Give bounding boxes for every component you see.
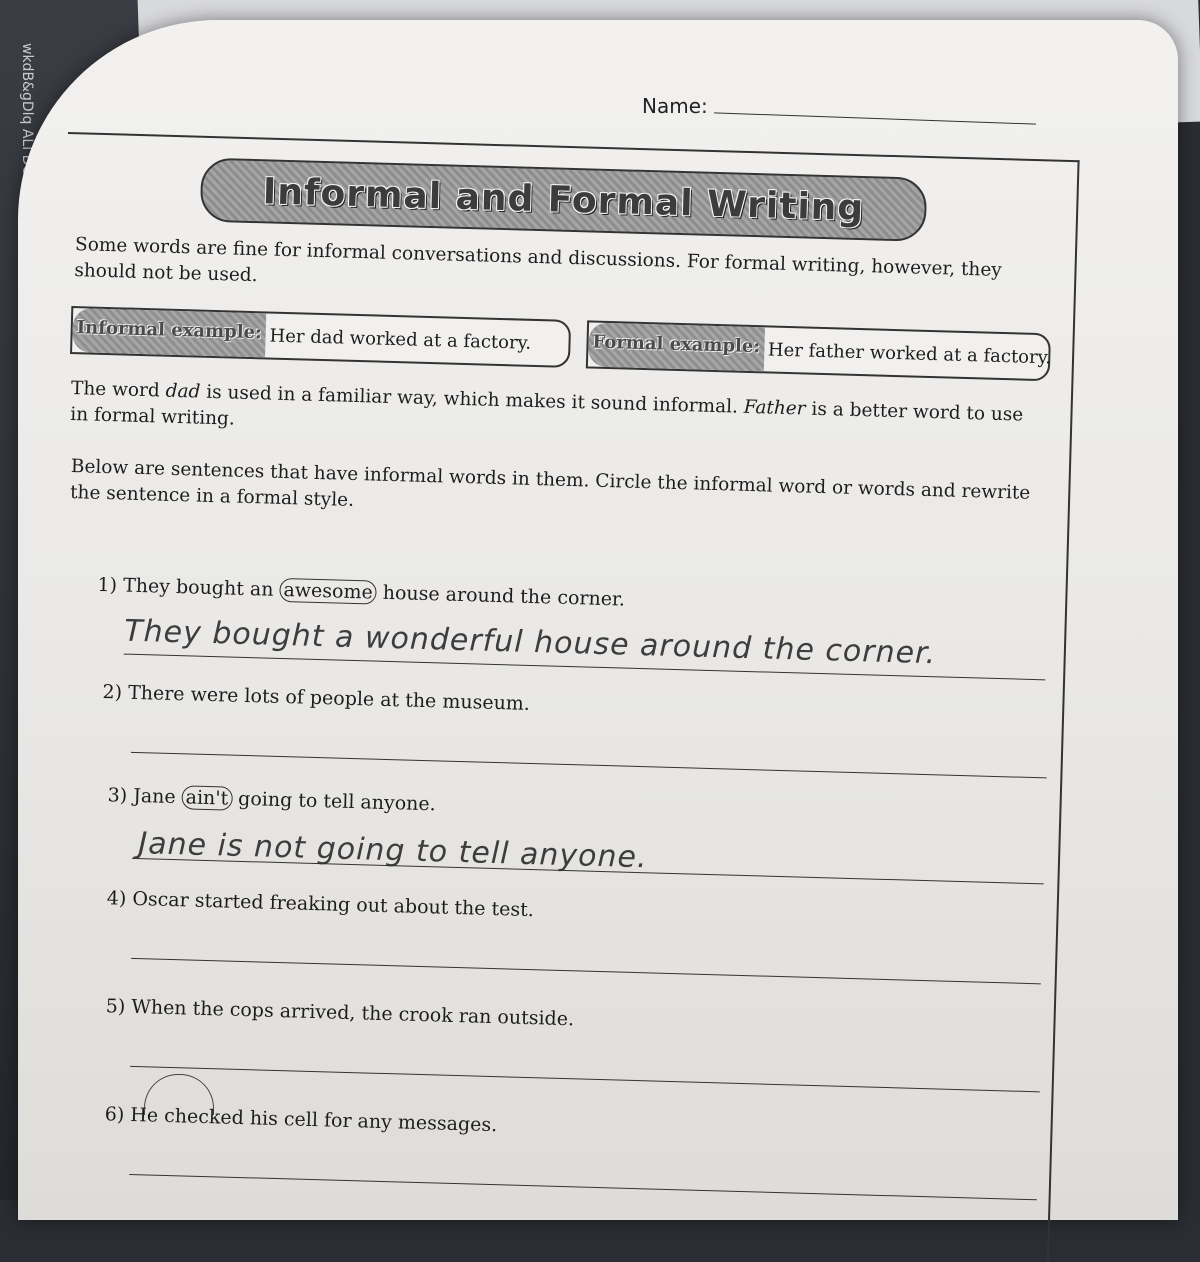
explanation-word-father: Father: [743, 396, 806, 420]
worksheet-title: Informal and Formal Writing: [262, 170, 865, 229]
instructions-paragraph: Below are sentences that have informal words in them. Circle the informal word or words and rewrite the sentence in a formal style.: [69, 456, 1031, 511]
name-blank-line[interactable]: [714, 112, 1036, 124]
question-5: 5) When the cops arrived, the crook ran outside.: [105, 995, 575, 1031]
background-side-label: wkdB&gDlq ALl DOC: [19, 43, 35, 187]
explanation-part1: The word: [70, 378, 166, 402]
question-4: 4) Oscar started freaking out about the test.: [106, 887, 535, 922]
question-3-answer[interactable]: Jane is not going to tell anyone.: [137, 826, 648, 876]
question-3-post: going to tell anyone.: [231, 787, 437, 816]
name-label: Name:: [642, 94, 708, 118]
explanation-part3: is a better word to use in formal writing.: [70, 398, 1024, 430]
question-6: 6) He checked his cell for any messages.: [104, 1103, 498, 1137]
worksheet-paper: [18, 20, 1178, 1220]
formal-example-sentence: Her father worked at a factory.: [767, 338, 1052, 368]
question-2: 2) There were lots of people at the museum.: [102, 681, 531, 715]
intro-paragraph: Some words are fine for informal conversations and discussions. For formal writing, however, they should not be used.: [74, 234, 1003, 287]
question-1-answer[interactable]: They bought a wonderful house around the corner.: [123, 613, 937, 672]
formal-example-tag: Formal example:: [588, 322, 765, 371]
informal-example-tag: Informal example:: [72, 308, 266, 357]
question-3-pre: 3) Jane: [107, 784, 183, 809]
question-1-circled-word[interactable]: awesome: [279, 578, 377, 605]
name-row: [642, 94, 1042, 128]
question-1-pre: 1) They bought an: [97, 573, 280, 601]
question-3-circled-word[interactable]: ain't: [181, 785, 232, 810]
explanation-word-dad: dad: [165, 380, 201, 403]
question-1-post: house around the corner.: [376, 581, 626, 611]
informal-example-sentence: Her dad worked at a factory.: [269, 325, 532, 354]
explanation-part2: is used in a familiar way, which makes it sound informal.: [200, 381, 745, 418]
